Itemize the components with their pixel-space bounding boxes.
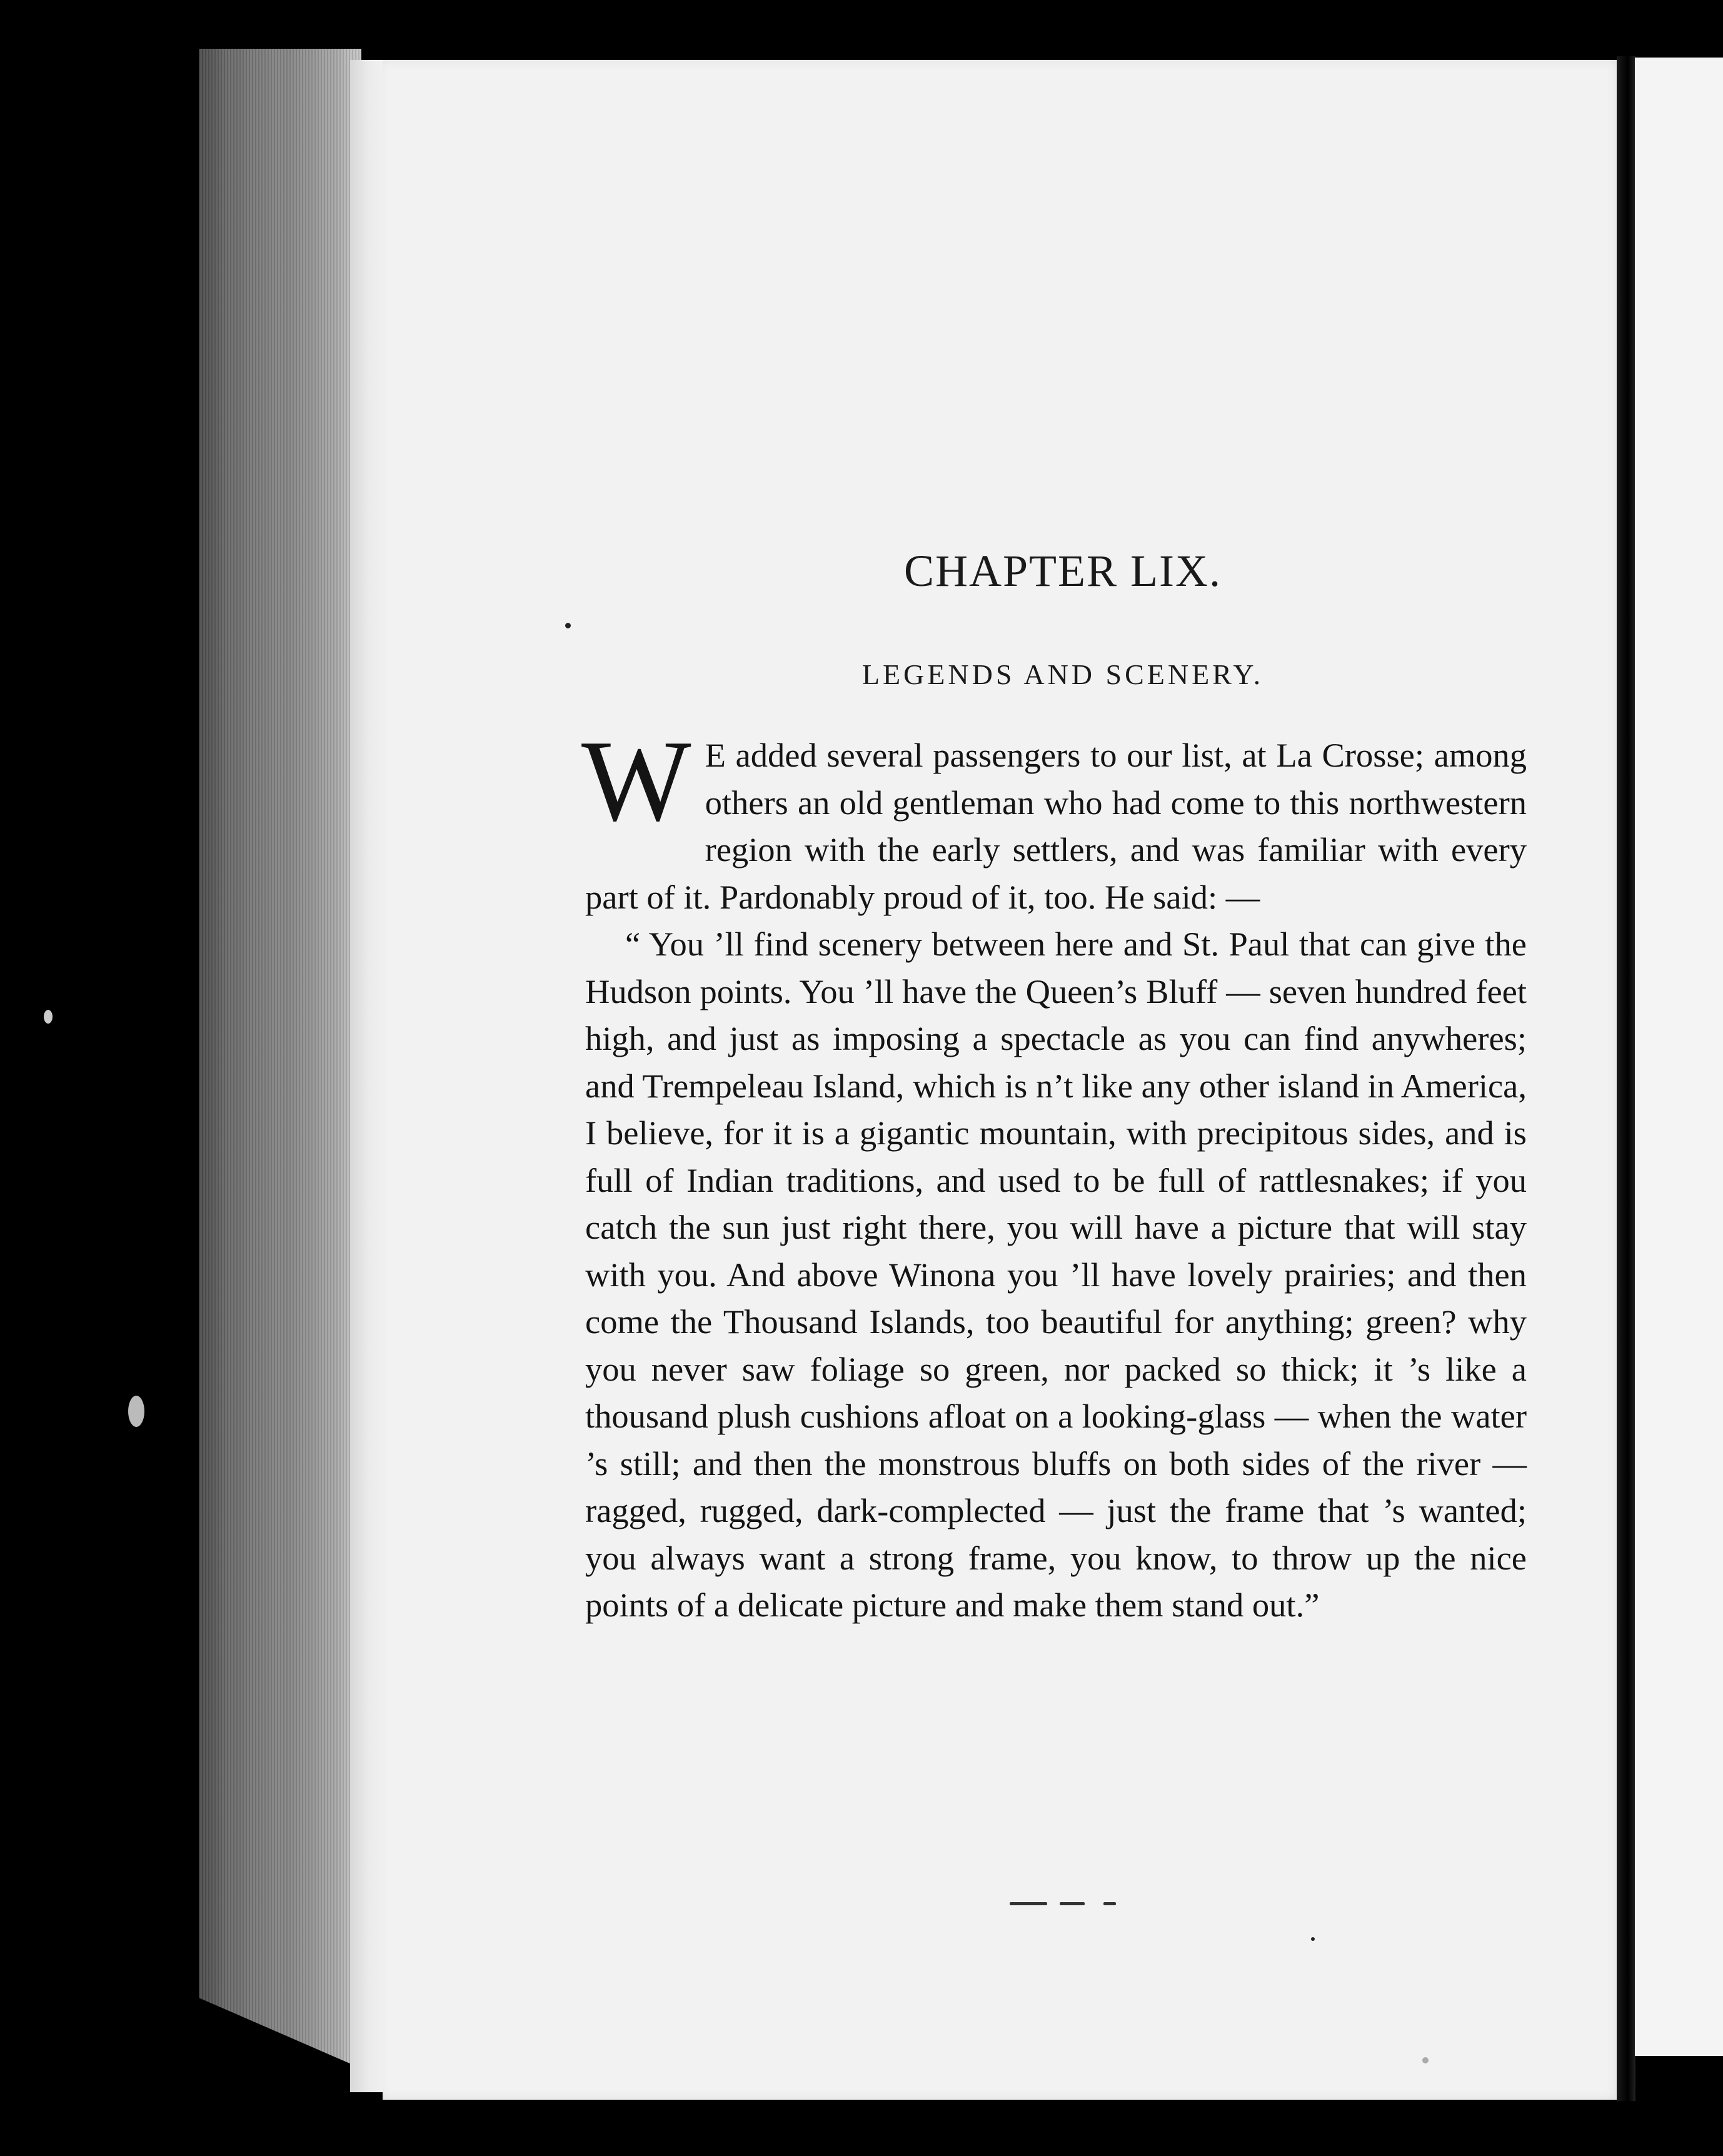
ink-speck: [565, 623, 571, 628]
chapter-body: [581, 717, 1527, 1629]
ink-speck: [1422, 2057, 1429, 2063]
end-ornament: [1010, 1902, 1153, 1907]
facing-page-edge: [1635, 58, 1723, 2056]
chapter-subtitle: LEGENDS AND SCENERY.: [862, 658, 1264, 690]
ink-speck: [44, 1010, 53, 1024]
paragraph-opening: [581, 717, 1527, 920]
drop-cap: W: [581, 717, 691, 845]
page-edges: [199, 49, 361, 2068]
paragraph-quote: “ You ’ll find scenery between here and St. Paul that can give the Hudson points. You ’ll have the Queen’s Bluff — seven hundred feet high, and just as imposing a spectacle as you can find anywheres; and Trempeleau Island, which is n’t like any other island in America, I believe, for it is a gigantic mountain, with precipitous sides, and is full of Indian traditions, and used to be full of rattlesnakes; if you catch the sun just right there, you will have a picture that will stay with you. And above Winona you ’ll have lovely prairies; and then come the Thousand Islands, too beautiful for anything; green? why you never saw foliage so green, nor packed so thick; it ’s like a thousand plush cushions afloat on a looking-glass — when the water ’s still; and then the monstrous bluffs on both sides of the river — ragged, rugged, dark-complected — just the frame that ’s wanted; you always want a strong frame, you know, to throw up the nice points of a delicate picture and make them stand out.”: [585, 925, 1527, 1624]
paragraph-opening-text: E added several passengers to our list, at La Crosse; among others an old gentleman who had come to this northwestern region with the early settlers, and was familiar with every part of it. Pardonably proud of it, too. He said: —: [585, 736, 1527, 916]
page-edge-highlight: [350, 60, 388, 2092]
book-gutter: [1617, 56, 1635, 2101]
chapter-title: CHAPTER LIX.: [904, 546, 1222, 596]
ink-speck: [128, 1396, 144, 1427]
ink-speck: [1311, 1937, 1315, 1941]
